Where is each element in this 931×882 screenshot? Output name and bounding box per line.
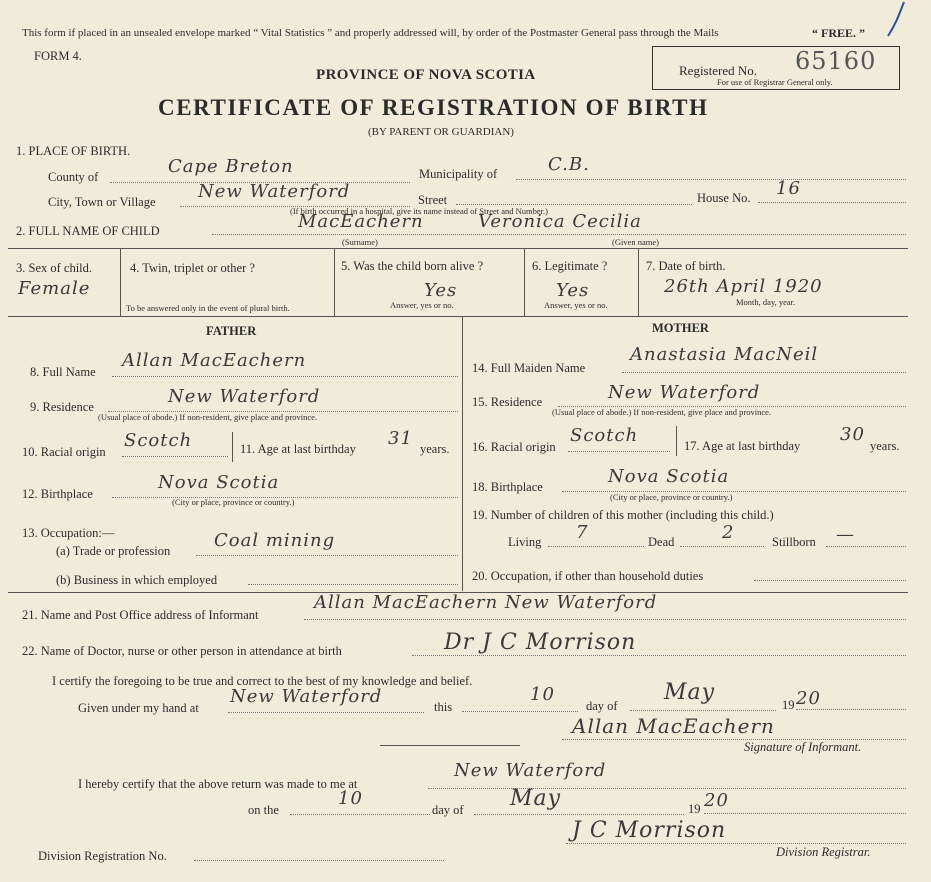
postal-notice: This form if placed in an unsealed envelope marked “ Vital Statistics ” and properly addressed will, by order of the Postmaster General pass through the Mails (22, 27, 719, 39)
municipality-value: C.B. (548, 154, 590, 175)
registrar-signature: J C Morrison (572, 818, 727, 843)
pen-tick-mark (878, 0, 908, 40)
registrar-month: May (510, 786, 562, 811)
certify-statement: I certify the foregoing to be true and correct to the best of my knowledge and belief. (52, 674, 473, 688)
city-value: New Waterford (198, 181, 351, 202)
mother-residence-value: New Waterford (608, 382, 761, 403)
father-age-label: 11. Age at last birthday (240, 442, 356, 456)
province-heading: PROVINCE OF NOVA SCOTIA (316, 67, 536, 83)
attendant-label: 22. Name of Doctor, nurse or other person in attendance at birth (22, 644, 342, 658)
alive-value: Yes (424, 280, 458, 301)
given-at-place: New Waterford (230, 686, 383, 707)
father-birthplace-note: (City or place, province or country.) (172, 497, 295, 507)
mother-heading: MOTHER (652, 321, 709, 335)
birthdate-value: 26th April 1920 (664, 276, 823, 297)
informant-signature-caption: Signature of Informant. (744, 740, 862, 754)
mother-birthplace-note: (City or place, province or country.) (610, 492, 733, 502)
registrar-place: New Waterford (454, 760, 607, 781)
mother-birthplace-value: Nova Scotia (608, 466, 730, 487)
surname-caption: (Surname) (342, 237, 378, 247)
registrar-on-the-label: on the (248, 803, 279, 817)
dead-label: Dead (648, 535, 675, 549)
father-name-value: Allan MacEachern (122, 350, 307, 371)
twin-label: 4. Twin, triplet or other ? (130, 261, 255, 275)
father-age-value: 31 (388, 428, 413, 449)
registered-number: 65160 (795, 47, 877, 75)
father-trade-value: Coal mining (214, 530, 336, 551)
registered-box (652, 46, 900, 90)
father-residence-value: New Waterford (168, 386, 321, 407)
stillborn-value: — (836, 524, 855, 545)
place-heading: 1. PLACE OF BIRTH. (16, 144, 131, 158)
mother-racial-label: 16. Racial origin (472, 440, 556, 454)
father-residence-label: 9. Residence (30, 400, 94, 414)
legit-value: Yes (556, 280, 590, 301)
registrar-year-prefix: 19 (688, 802, 701, 816)
dead-value: 2 (722, 522, 735, 543)
division-registration-label: Division Registration No. (38, 849, 167, 863)
registrar-day-of-label: day of (432, 803, 464, 817)
given-at-label: Given under my hand at (78, 701, 199, 715)
mother-children-label: 19. Number of children of this mother (including this child.) (472, 508, 774, 522)
alive-label: 5. Was the child born alive ? (341, 259, 484, 273)
father-birthplace-value: Nova Scotia (158, 472, 280, 493)
twin-note: To be answered only in the event of plural birth. (126, 303, 290, 313)
postal-free: “ FREE. ” (812, 26, 866, 40)
child-name-label: 2. FULL NAME OF CHILD (16, 224, 160, 238)
living-value: 7 (576, 522, 589, 543)
mother-residence-label: 15. Residence (472, 395, 543, 409)
mother-name-label: 14. Full Maiden Name (472, 361, 586, 375)
father-racial-value: Scotch (124, 430, 193, 451)
father-heading: FATHER (206, 324, 257, 338)
child-given-name: Veronica Cecilia (478, 211, 642, 232)
county-label: County of (48, 170, 99, 184)
registrar-caption: Division Registrar. (776, 845, 871, 859)
father-age-unit: years. (420, 442, 450, 456)
mother-age-label: 17. Age at last birthday (684, 439, 801, 453)
house-value: 16 (776, 178, 801, 199)
given-caption: (Given name) (612, 237, 659, 247)
mother-racial-value: Scotch (570, 425, 639, 446)
mother-birthplace-label: 18. Birthplace (472, 480, 543, 494)
house-label: House No. (697, 191, 751, 205)
birthdate-label: 7. Date of birth. (646, 259, 726, 273)
hospital-note: (If birth occurred in a hospital, give its name instead of Street and Number.) (290, 206, 548, 216)
certify-month: May (664, 680, 716, 705)
father-birthplace-label: 12. Birthplace (22, 487, 93, 501)
certify-day: 10 (530, 684, 555, 705)
attendant-value: Dr J C Morrison (444, 630, 637, 655)
father-name-label: 8. Full Name (30, 365, 96, 379)
street-label: Street (418, 193, 448, 207)
father-trade-label: (a) Trade or profession (56, 544, 171, 558)
informant-signature: Allan MacEachern (572, 714, 775, 738)
child-surname: MacEachern (298, 211, 424, 232)
this-label: this (434, 700, 453, 714)
mother-age-value: 30 (840, 424, 865, 445)
city-label: City, Town or Village (48, 195, 156, 209)
mother-residence-note: (Usual place of abode.) If non-resident, give place and province. (552, 407, 772, 417)
father-occupation-label: 13. Occupation:— (22, 526, 115, 540)
form-number: FORM 4. (34, 49, 82, 63)
father-residence-note: (Usual place of abode.) If non-resident, give place and province. (98, 412, 318, 422)
certify-year-suffix: 20 (796, 688, 821, 709)
mother-occupation-label: 20. Occupation, if other than household duties (472, 569, 704, 583)
alive-note: Answer, yes or no. (390, 300, 454, 310)
municipality-label: Municipality of (419, 167, 498, 181)
registrar-statement: I hereby certify that the above return was made to me at (78, 777, 358, 791)
county-value: Cape Breton (168, 156, 294, 177)
father-business-label: (b) Business in which employed (56, 573, 218, 587)
registered-label: Registered No. (679, 63, 757, 78)
registered-note: For use of Registrar General only. (717, 77, 833, 87)
living-label: Living (508, 535, 542, 549)
mother-name-value: Anastasia MacNeil (630, 344, 819, 365)
mother-age-unit: years. (870, 439, 900, 453)
stillborn-label: Stillborn (772, 535, 816, 549)
father-racial-label: 10. Racial origin (22, 445, 106, 459)
certify-year-prefix: 19 (782, 698, 795, 712)
informant-label: 21. Name and Post Office address of Informant (22, 608, 259, 622)
sex-value: Female (18, 278, 91, 299)
sex-label: 3. Sex of child. (16, 261, 93, 275)
certificate-subtitle: (BY PARENT OR GUARDIAN) (368, 126, 514, 138)
legit-note: Answer, yes or no. (544, 300, 608, 310)
legit-label: 6. Legitimate ? (532, 259, 608, 273)
certificate-title: CERTIFICATE OF REGISTRATION OF BIRTH (158, 95, 709, 120)
birthdate-note: Month, day, year. (736, 297, 796, 307)
informant-value: Allan MacEachern New Waterford (314, 592, 658, 613)
registrar-year-suffix: 20 (704, 790, 729, 811)
certify-day-of-label: day of (586, 699, 618, 713)
registrar-day: 10 (338, 788, 363, 809)
